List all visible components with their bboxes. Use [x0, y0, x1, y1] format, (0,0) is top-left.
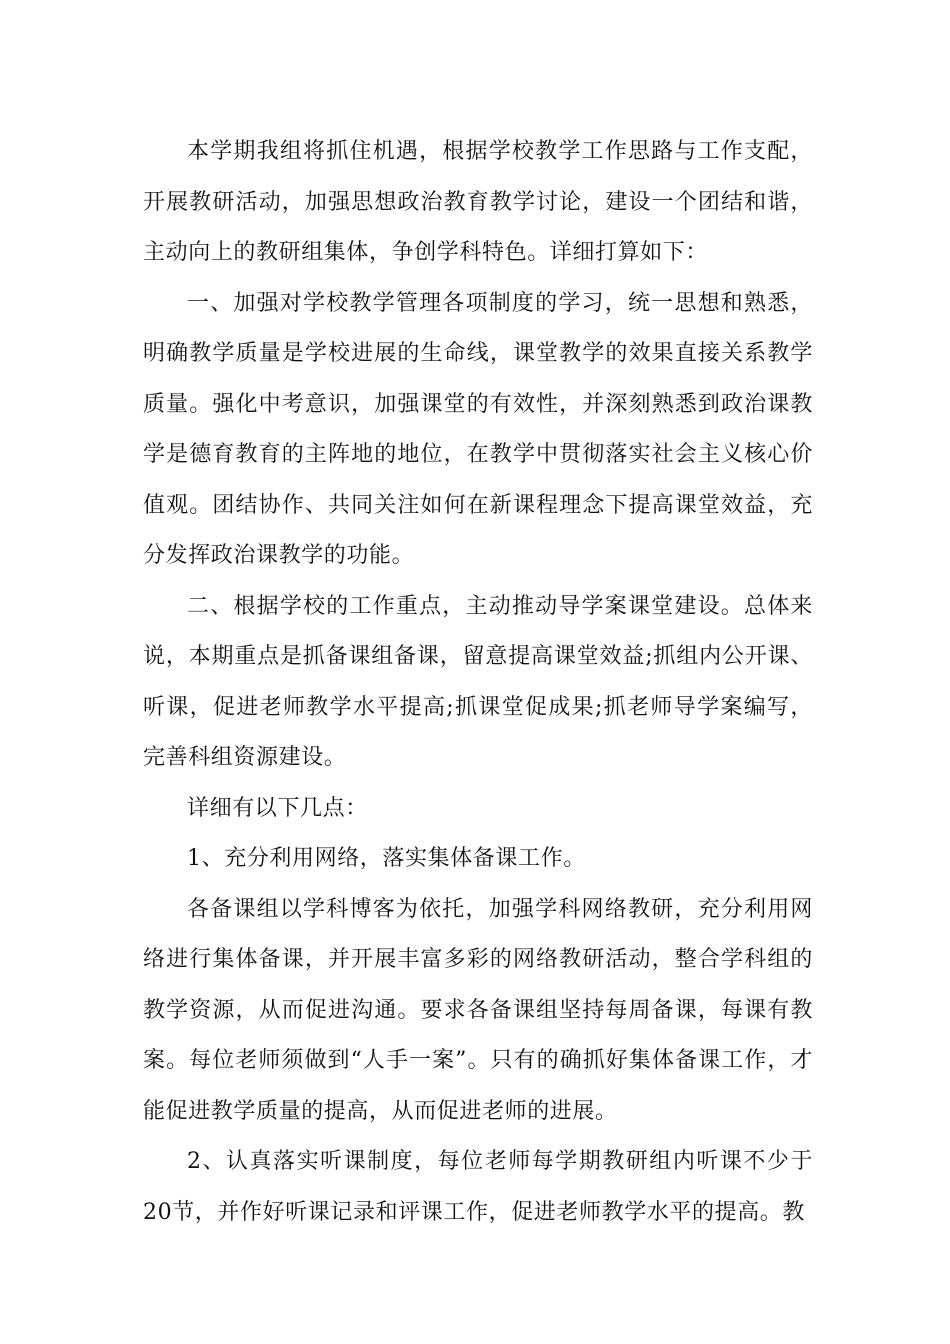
- paragraph-point-1-title: 1、充分利用网络，落实集体备课工作。: [187, 846, 586, 871]
- document-page: [143, 127, 813, 1238]
- paragraph-point-1-body: 各备课组以学科博客为依托，加强学科网络教研，充分利用网络进行集体备课，并开展丰富多彩的网络教研活动，整合学科组的教学资源，从而促进沟通。要求各备课组坚持每周备课，每课有教案。每位老师须做到“人手一案”。只有的确抓好集体备课工作，才能促进教学质量的提高，从而促进老师的进展。: [143, 896, 813, 1124]
- paragraph-details-heading: 详细有以下几点：: [187, 795, 368, 821]
- paragraph-section-1: 一、加强对学校教学管理各项制度的学习，统一思想和熟悉，明确教学质量是学校进展的生命线，课堂教学的效果直接关系教学质量。强化中考意识，加强课堂的有效性，并深刻熟悉到政治课教学是德育教育的主阵地的地位，在教学中贯彻落实社会主义核心价值观。团结协作、共同关注如何在新课程理念下提高课堂效益，充分发挥政治课教学的功能。: [143, 290, 813, 568]
- paragraph-intro: 本学期我组将抓住机遇，根据学校教学工作思路与工作支配，开展教研活动，加强思想政治教育教学讨论，建设一个团结和谐，主动向上的教研组集体，争创学科特色。详细打算如下：: [143, 139, 813, 265]
- paragraph-point-2: 2、认真落实听课制度，每位老师每学期教研组内听课不少于20节，并作好听课记录和评课工作，促进老师教学水平的提高。教: [143, 1149, 813, 1225]
- paragraph-section-2: 二、根据学校的工作重点，主动推动导学案课堂建设。总体来说，本期重点是抓备课组备课，留意提高课堂效益;抓组内公开课、听课，促进老师教学水平提高;抓课堂促成果;抓老师导学案编写，完善科组资源建设。: [143, 593, 813, 770]
